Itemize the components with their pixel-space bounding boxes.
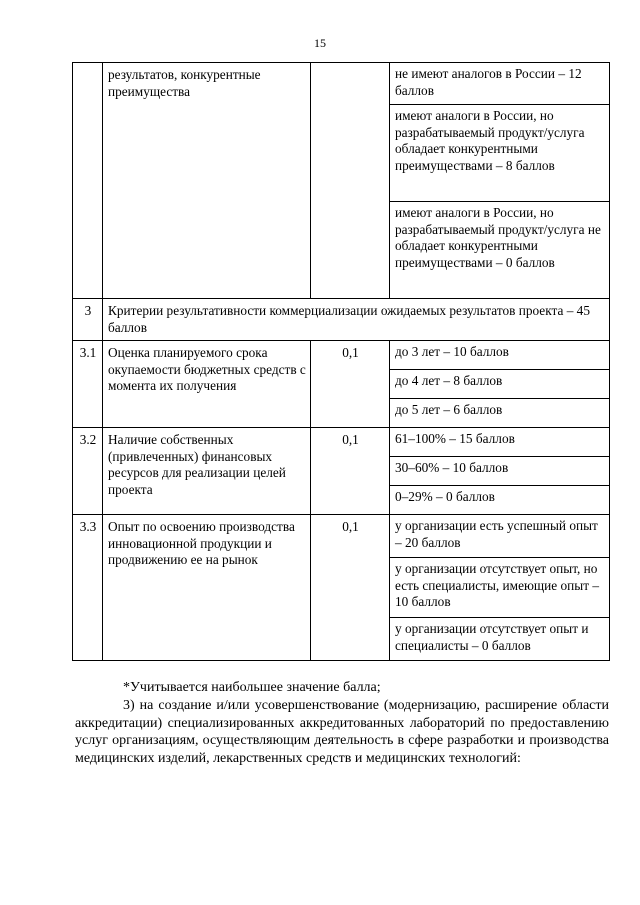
score-item: у организации отсутствует опыт и специалисты – 0 баллов (395, 621, 589, 653)
section-title: Критерии результативности коммерциализации ожидаемых результатов проекта – 45 баллов (103, 299, 610, 341)
weight-cell (311, 63, 390, 299)
page-number: 15 (314, 36, 326, 50)
scores-cell (390, 63, 610, 299)
section-number: 3 (73, 299, 103, 341)
criterion-cell: Наличие собственных (привлеченных) финансовых ресурсов для реализации целей проекта (103, 428, 311, 515)
criterion-cell: Опыт по освоению производства инновационной продукции и продвижению ее на рынок (103, 515, 311, 661)
row-number: 3.1 (73, 341, 103, 428)
score-item: до 4 лет – 8 баллов (390, 370, 609, 399)
score-item: имеют аналоги в России, но разрабатываемый продукт/услуга не обладает конкурентными преимуществами – 0 баллов (395, 205, 601, 270)
body-paragraph: 3) на создание и/или усовершенствование (модернизацию, расширение области аккредитации) специализированных аккредитованных лабораторий по предоставлению услуг организациям, осуществляющим деятельность в сфере разработки и производства медицинских изделий, лекарственных средств и медицинских технологий: (75, 698, 609, 766)
score-item: 61–100% – 15 баллов (390, 428, 609, 457)
criterion-cell: Оценка планируемого срока окупаемости бюджетных средств с момента их получения (103, 341, 311, 428)
table-row (73, 341, 610, 428)
score-item: до 5 лет – 6 баллов (395, 402, 503, 417)
table-row (73, 63, 610, 299)
score-item: 0–29% – 0 баллов (395, 489, 495, 504)
criteria-table (72, 62, 610, 661)
weight-cell: 0,1 (311, 428, 390, 515)
weight-cell: 0,1 (311, 341, 390, 428)
weight-cell: 0,1 (311, 515, 390, 661)
score-item: 30–60% – 10 баллов (390, 457, 609, 486)
row-number (73, 63, 103, 299)
criterion-cell: результатов, конкурентные преимущества (103, 63, 311, 299)
scores-cell (390, 428, 610, 515)
score-item: имеют аналоги в России, но разрабатываемый продукт/услуга обладает конкурентными преимуществами – 8 баллов (390, 105, 609, 202)
scores-cell (390, 515, 610, 661)
scores-cell (390, 341, 610, 428)
score-item: не имеют аналогов в России – 12 баллов (390, 63, 609, 105)
row-number: 3.3 (73, 515, 103, 661)
footnote: *Учитывается наибольшее значение балла; (123, 680, 381, 695)
score-item: у организации есть успешный опыт – 20 баллов (390, 515, 609, 558)
score-item: у организации отсутствует опыт, но есть специалисты, имеющие опыт – 10 баллов (390, 558, 609, 618)
table-row (73, 428, 610, 515)
score-item: до 3 лет – 10 баллов (390, 341, 609, 370)
section-row (73, 299, 610, 341)
row-number: 3.2 (73, 428, 103, 515)
table-row (73, 515, 610, 661)
